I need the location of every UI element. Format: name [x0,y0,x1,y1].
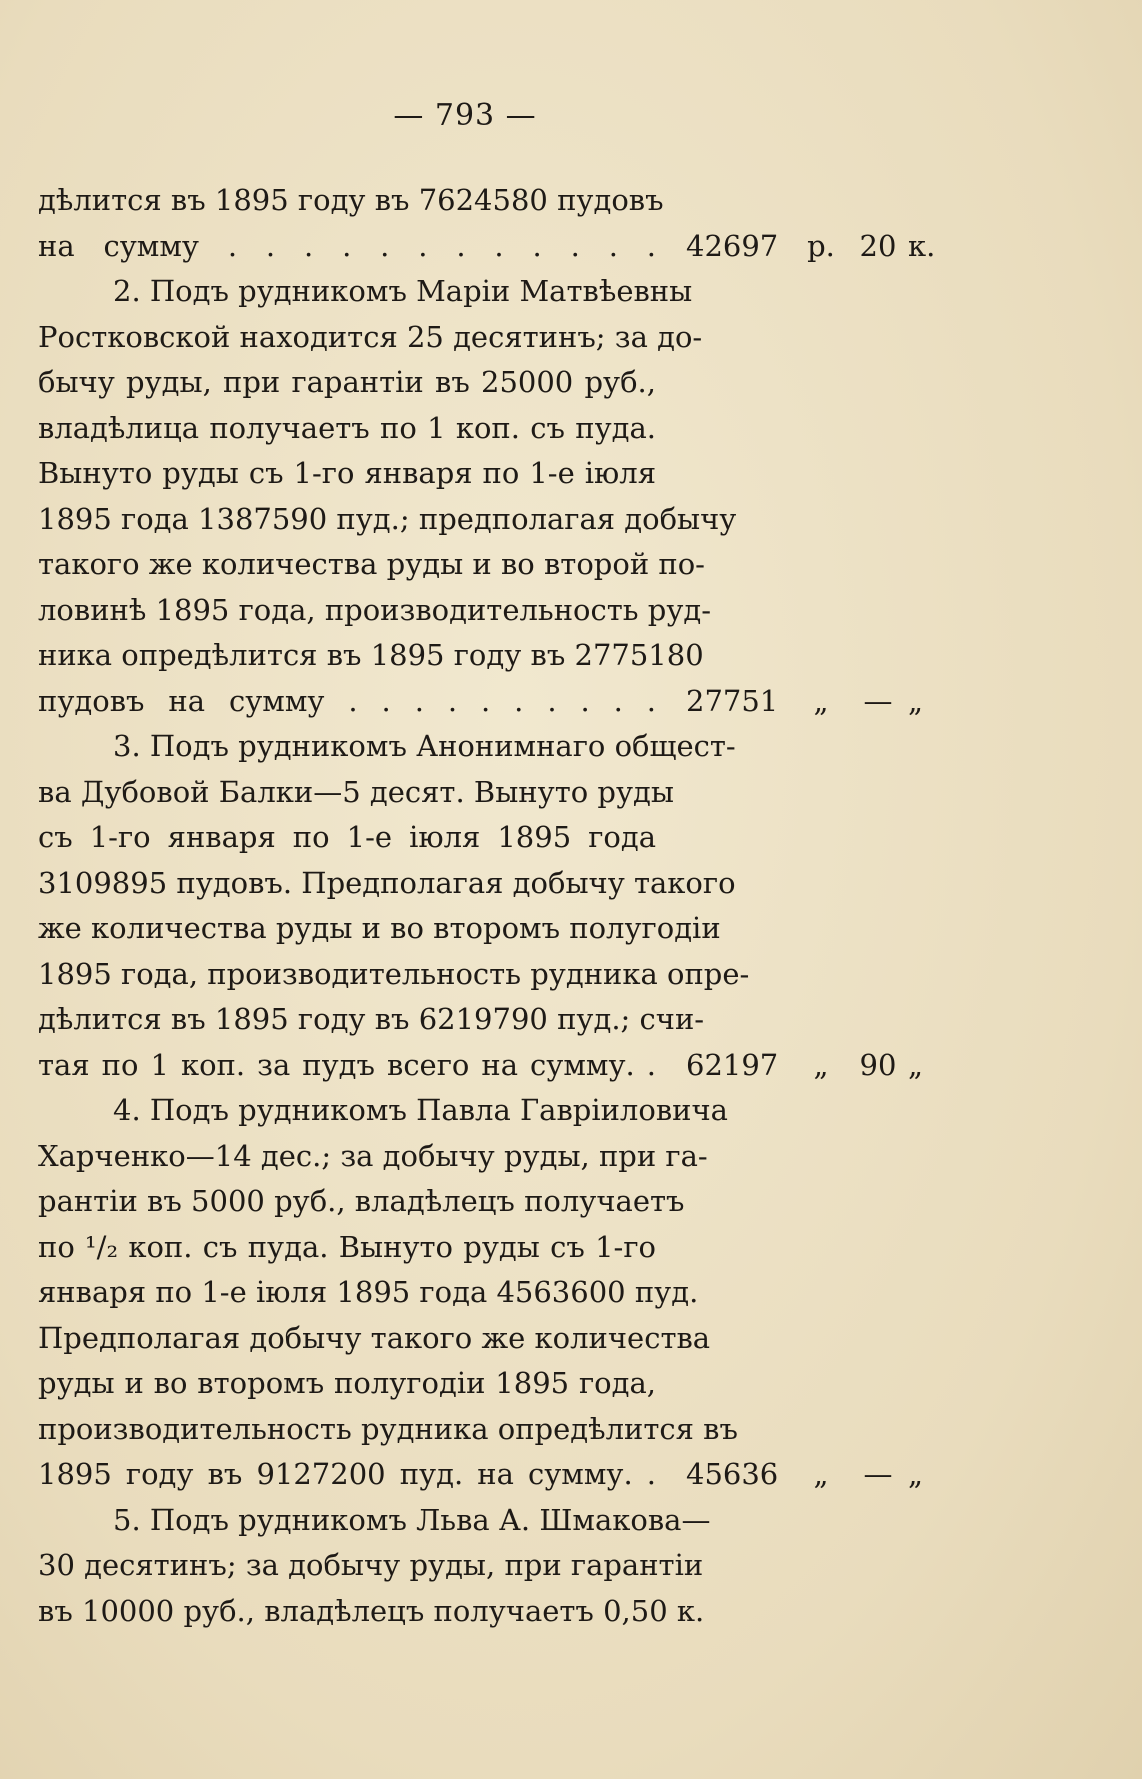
line-text: такого же количества руды и во второй по- [38,547,705,581]
line-text: Ростковской находится 25 десятинъ; за до- [38,319,703,354]
text-line [38,315,908,361]
line-text: производительность рудника опредѣлится въ [38,1411,738,1446]
amount-unit: „ [813,1047,829,1082]
line-text: бычу руды, при гарантіи въ 25000 руб., [38,365,656,399]
bleed-through-text [905,170,1142,1670]
amount-kop: 90 [859,1047,897,1082]
line-text: рантіи въ 5000 руб., владѣлецъ получаетъ [38,1184,685,1218]
text-line [38,497,908,543]
amount-unit: „ [813,683,829,718]
line-text: дѣлится въ 1895 году въ 7624580 пудовъ [38,183,664,217]
line-text: ловинѣ 1895 года, производительность руд- [38,592,712,627]
text-line [38,1316,908,1362]
amount-num: 62197 [686,1047,779,1082]
line-text: Харченко—14 дес.; за добычу руды, при га- [38,1138,708,1173]
text-line [38,1498,908,1544]
amount-suffix: к. [908,228,936,263]
line-text: тая по 1 коп. за пудъ всего на сумму. . [38,1047,656,1082]
text-line [38,542,908,588]
amount-kop: 20 [859,228,897,263]
line-text: на сумму . . . . . . . . . . . . [38,228,656,263]
line-text: же количества руды и во второмъ полугодіи [38,911,721,945]
text-line [38,588,908,634]
amount-suffix: „ [908,1457,924,1491]
text-line [38,1270,908,1316]
text-line [38,679,924,725]
text-line [38,1452,924,1498]
text-body [38,178,936,1634]
text-line [38,224,936,270]
line-text: 1895 года, производительность рудника опре- [38,956,750,991]
text-line [38,906,908,952]
amount [686,224,948,270]
amount-suffix: „ [908,1047,924,1082]
line-text: пудовъ на сумму . . . . . . . . . . [38,683,656,718]
text-line [38,1589,908,1635]
text-line [38,360,908,406]
amount-unit: р. [807,228,835,263]
line-text: руды и во второмъ полугодіи 1895 года, [38,1366,656,1400]
page-number: — 793 — [393,98,537,133]
text-line [38,269,908,315]
line-text: 5. Подъ рудникомъ Льва А. Шмакова— [113,1502,711,1537]
line-text: 1895 года 1387590 пуд.; предполагая добычу [38,501,737,536]
line-text: 3. Подъ рудникомъ Анонимнаго общест- [113,729,736,763]
text-line [38,1043,924,1089]
line-text: Предполагая добычу такого же количества [38,1320,711,1355]
text-line [38,1543,908,1589]
text-line [38,815,908,861]
line-text: въ 10000 руб., владѣлецъ получаетъ 0,50 к. [38,1593,705,1628]
amount-unit: „ [813,1457,829,1491]
text-line [38,178,908,224]
text-line [38,770,908,816]
text-line [38,1361,908,1407]
amount-num: 45636 [686,1457,779,1491]
text-line [38,724,908,770]
text-line [38,1179,908,1225]
line-text: дѣлится въ 1895 году въ 6219790 пуд.; счи- [38,1002,705,1036]
text-line [38,1407,908,1453]
text-line [38,1225,908,1271]
text-line [38,952,908,998]
line-text: съ 1-го января по 1-е іюля 1895 года [38,820,656,854]
text-line [38,633,908,679]
line-text: 3109895 пудовъ. Предполагая добычу такого [38,865,736,900]
text-line [38,997,908,1043]
line-text: по ¹/₂ коп. съ пуда. Вынуто руды съ 1-го [38,1229,656,1264]
amount-kop: — [863,1457,893,1491]
amount-num: 42697 [686,228,779,263]
line-text: ника опредѣлится въ 1895 году въ 2775180 [38,638,704,672]
line-text: 4. Подъ рудникомъ Павла Гавріиловича [113,1093,728,1127]
text-line [38,451,908,497]
line-text: января по 1-е іюля 1895 года 4563600 пуд. [38,1275,699,1309]
text-line [38,1134,908,1180]
amount-suffix: „ [908,683,924,718]
line-text: 1895 году въ 9127200 пуд. на сумму. . [38,1457,656,1491]
line-text: 30 десятинъ; за добычу руды, при гарантіи [38,1548,704,1582]
line-text: ва Дубовой Балки—5 десят. Вынуто руды [38,774,674,809]
amount [686,1452,948,1498]
text-line [38,861,908,907]
line-text: владѣлица получаетъ по 1 коп. съ пуда. [38,410,656,445]
line-text: 2. Подъ рудникомъ Маріи Матвѣевны [113,274,693,308]
text-line [38,1088,908,1134]
amount-num: 27751 [686,683,779,718]
amount [686,679,948,725]
amount [686,1043,948,1089]
amount-kop: — [863,683,893,718]
line-text: Вынуто руды съ 1-го января по 1-е іюля [38,456,656,490]
text-line [38,406,908,452]
